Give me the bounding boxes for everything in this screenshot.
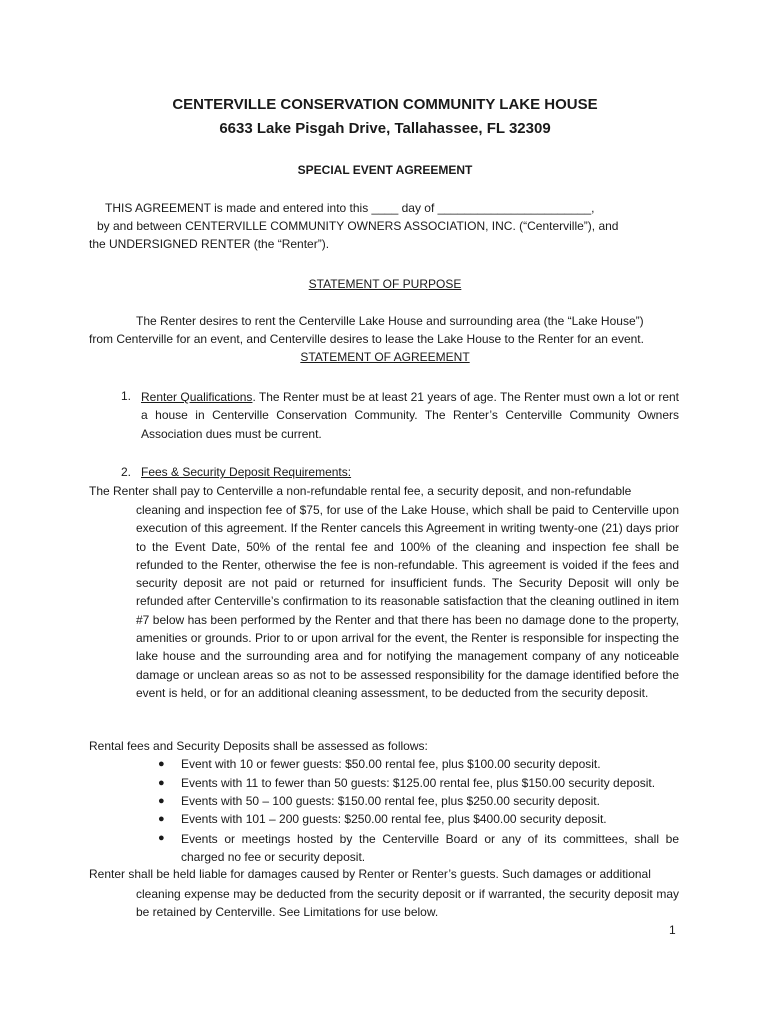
fee-item-4: Events with 101 – 200 guests: $250.00 rental fee, plus $400.00 security deposit. [181,812,607,826]
item-1-text: . The Renter must be at least 21 years of age. The Renter must own a lot or rent a house in Centerville Conservation Community. The Renter’s Centerville Community Owners Association dues must be current. [141,390,679,441]
agreement-title: SPECIAL EVENT AGREEMENT [297,163,473,177]
document-address: 6633 Lake Pisgah Drive, Tallahassee, FL 32309 [219,120,551,137]
fee-item-2: Events with 11 to fewer than 50 guests: $125.00 rental fee, plus $150.00 security deposit. [181,776,656,790]
fee-bullet-5: ● [158,832,165,844]
purpose-line-1: The Renter desires to rent the Centerville Lake House and surrounding area (the “Lake House”) [136,314,644,328]
fee-item-5: Events or meetings hosted by the Centerville Board or any of its committees, shall be charged no fee or security deposit. [181,832,679,865]
fee-bullet-2: ● [158,777,165,789]
fee-item-1: Event with 10 or fewer guests: $50.00 rental fee, plus $100.00 security deposit. [181,757,601,771]
fee-bullet-1: ● [158,758,165,770]
fee-bullet-4: ● [158,813,165,825]
item-1-title: Renter Qualifications [141,390,253,404]
fee-item-3: Events with 50 – 100 guests: $150.00 rental fee, plus $250.00 security deposit. [181,794,600,808]
purpose-line-2: from Centerville for an event, and Centerville desires to lease the Lake House to the Renter for an event. [89,332,644,346]
intro-line-2: by and between CENTERVILLE COMMUNITY OWNERS ASSOCIATION, INC. (“Centerville”), and [97,219,619,233]
page-number: 1 [669,923,676,937]
liability-first-line: Renter shall be held liable for damages caused by Renter or Renter’s guests. Such damages or additional [89,867,651,881]
intro-line-1: THIS AGREEMENT is made and entered into this ____ day of _______________________, [105,201,595,215]
item-1-paragraph [141,388,679,443]
item-1-number: 1. [121,389,132,403]
item-2-first-line: The Renter shall pay to Centerville a non-refundable rental fee, a security deposit, and non-refundable [89,484,632,498]
fee-bullet-3: ● [158,795,165,807]
fees-intro: Rental fees and Security Deposits shall be assessed as follows: [89,739,428,753]
item-2-title: Fees & Security Deposit Requirements: [141,465,352,479]
purpose-heading: STATEMENT OF PURPOSE [308,277,462,291]
item-2-paragraph: cleaning and inspection fee of $75, for use of the Lake House, which shall be paid to Centerville upon execution of this agreement. If the Renter cancels this Agreement in writing twenty-one (21) days prior to the Event Date, 50% of the rental fee and 100% of the cleaning and inspection fee shall be refunded to the Renter, otherwise the fee is non-refundable. This agreement is voided if the fees and security deposit are not paid or returned for insufficient funds. The Security Deposit will only be refunded after Centerville’s confirmation to its reasonable satisfaction that the cleaning outlined in item #7 below has been performed by the Renter and that there has been no damage done to the property, amenities or grounds. Prior to or upon arrival for the event, the Renter is responsible for inspecting the lake house and the surrounding area and for notifying the management company of any noticeable damage or unclean areas so as not to be assessed responsibility for the damage identified before the event is held, or for an additional cleaning assessment, to be deducted from the security deposit. [136,503,679,700]
intro-line-3: the UNDERSIGNED RENTER (the “Renter”). [89,237,330,251]
item-2-number: 2. [121,465,132,479]
agreement-heading: STATEMENT OF AGREEMENT [300,350,470,364]
document-title: CENTERVILLE CONSERVATION COMMUNITY LAKE HOUSE [172,96,598,113]
liability-paragraph: cleaning expense may be deducted from the security deposit or if warranted, the security deposit may be retained by Centerville. See Limitations for use below. [136,887,679,920]
